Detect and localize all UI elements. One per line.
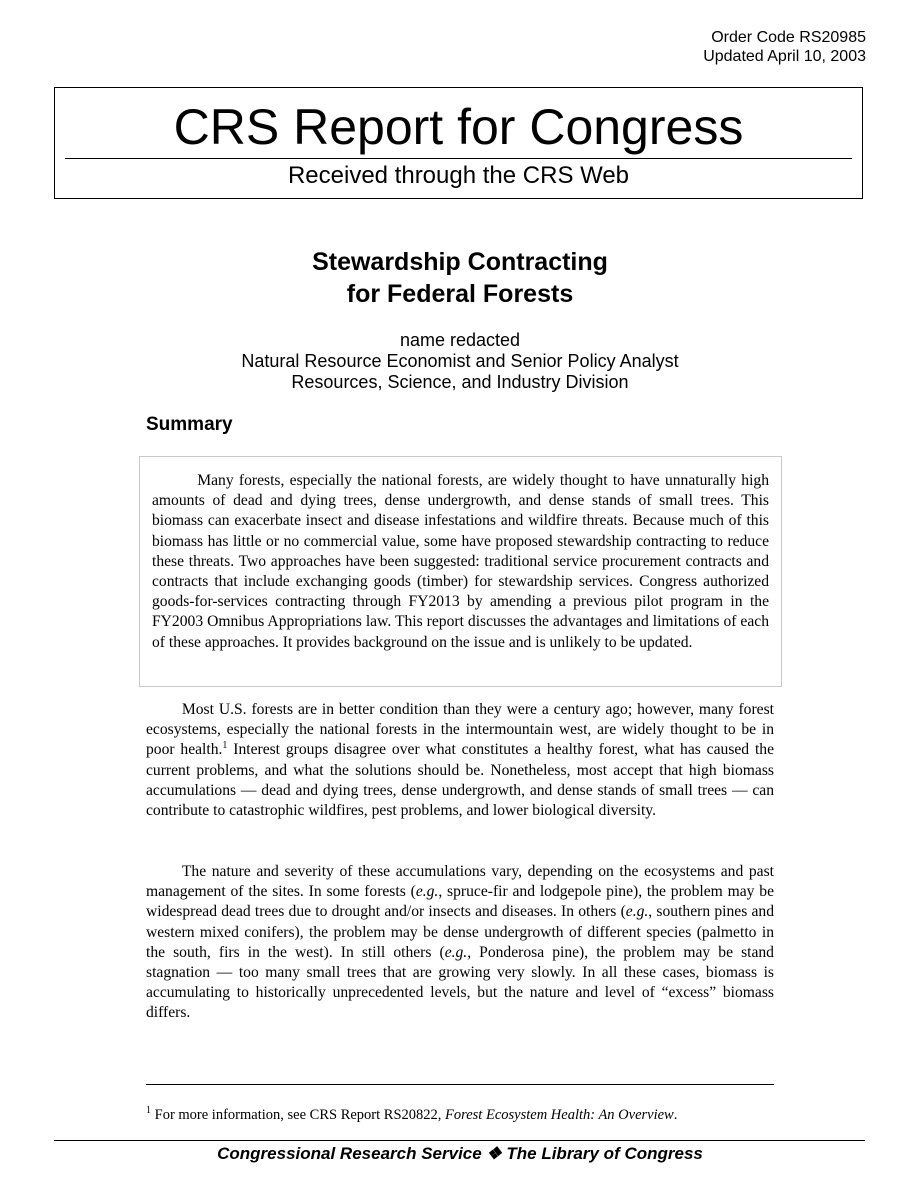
summary-text: Many forests, especially the national forests, are widely thought to have unnaturally high amounts of dead and dying trees, dense undergrowth, and dense stands of small trees. This biomass can exacerbate insect and disease infestations and wildfire threats. Because much of this biomass has little or no commercial value, some have proposed stewardship contracting to reduce these threats. Two approaches have been suggested: traditional service procurement contracts and contracts that include exchanging goods (timber) for stewardship services. Congress authorized goods-for-services contracting through FY2013 by amending a previous pilot program in the FY2003 Omnibus Appropriations law. This report discusses the advantages and limitations of each of these approaches. It provides background on the issue and is unlikely to be updated. (152, 472, 769, 651)
body-paragraph-1 (146, 700, 774, 821)
report-title-line-2: for Federal Forests (346, 280, 574, 308)
updated-date: Updated April 10, 2003 (703, 48, 866, 65)
author-name: name redacted (399, 330, 521, 350)
footnote-end: . (673, 1107, 678, 1123)
footnote-divider (146, 1084, 774, 1085)
author-division: Resources, Science, and Industry Division (291, 372, 629, 392)
footnote (146, 1106, 786, 1124)
example-abbrev-1: e.g. (415, 883, 439, 901)
paragraph-2-text-c: , southern pines and western mixed conifers), the problem may be dense undergrowth of different species (palmetto in the south, firs in the west). In still others ( (146, 903, 774, 961)
example-abbrev-3: e.g. (444, 943, 468, 961)
author-block (0, 330, 920, 393)
masthead-title: CRS Report for Congress (173, 99, 744, 155)
footnote-text: For more information, see CRS Report RS20822, (151, 1107, 446, 1123)
page-footer: Congressional Research Service ❖ The Library of Congress (217, 1144, 703, 1163)
order-code-block (703, 28, 866, 66)
body-paragraph-2 (146, 862, 774, 1024)
paragraph-2-text-a: The nature and severity of these accumulations vary, depending on the ecosystems and past management of the sites. In some forests ( (146, 863, 774, 901)
footer-divider (54, 1140, 865, 1141)
masthead-divider (65, 158, 852, 159)
report-title-line-1: Stewardship Contracting (312, 248, 608, 276)
masthead (54, 87, 863, 199)
footnote-reference: 1 (222, 740, 228, 752)
paragraph-1-text-a: Most U.S. forests are in better condition than they were a century ago; however, many forest ecosystems, especially the national forests in the intermountain west, are widely thought to be in poor health. (146, 701, 774, 759)
author-title: Natural Resource Economist and Senior Policy Analyst (241, 351, 679, 371)
footnote-number: 1 (146, 1105, 151, 1117)
summary-heading: Summary (146, 414, 233, 435)
paragraph-2-text-d: , Ponderosa pine), the problem may be stand stagnation — too many small trees that are growing very slowly. In all these cases, biomass is accumulating to historically unprecedented levels, but the nature and level of “excess” biomass differs. (146, 943, 774, 1022)
paragraph-2-text-b: , spruce-fir and lodgepole pine), the problem may be widespread dead trees due to drought and/or insects and diseases. In others ( (146, 883, 774, 921)
paragraph-1-text-b: Interest groups disagree over what constitutes a healthy forest, what has caused the current problems, and what the solutions should be. Nonetheless, most accept that high biomass accumulations — dead and dying trees, dense undergrowth, and dense stands of small trees — can contribute to catastrophic wildfires, pest problems, and lower biological diversity. (146, 741, 774, 820)
report-title (0, 246, 920, 310)
order-code: Order Code RS20985 (711, 29, 866, 46)
example-abbrev-2: e.g. (625, 903, 649, 921)
summary-box (139, 456, 782, 687)
footnote-cited-title: Forest Ecosystem Health: An Overview (445, 1107, 674, 1123)
masthead-subtitle: Received through the CRS Web (287, 162, 630, 189)
